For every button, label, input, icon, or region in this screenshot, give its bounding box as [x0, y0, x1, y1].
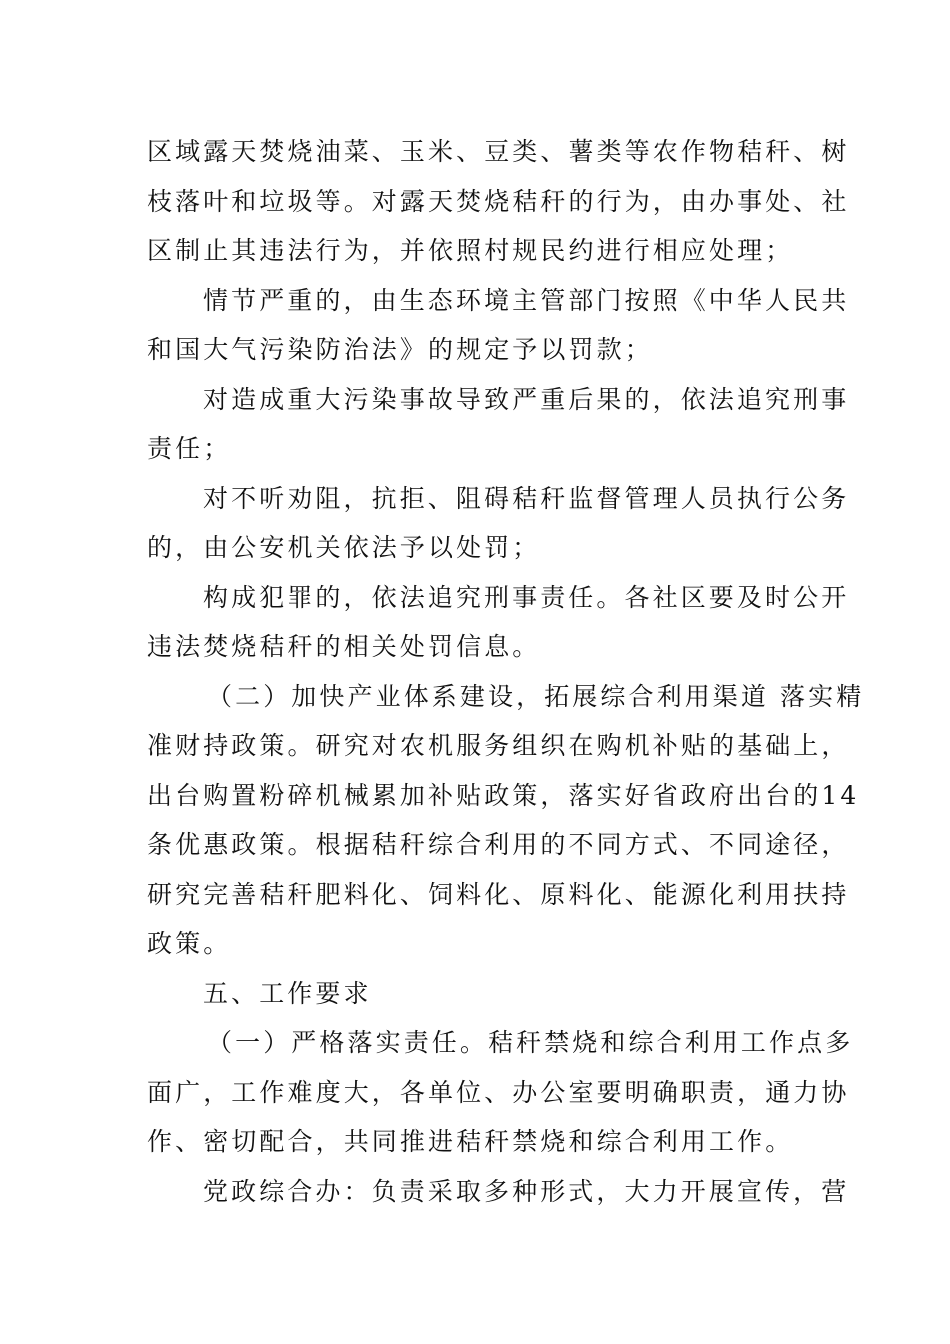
text-line: 违法焚烧秸秆的相关处罚信息。	[147, 632, 541, 661]
paragraph-responsibility	[147, 1018, 854, 1167]
text-line: 枝落叶和垃圾等。对露天焚烧秸秆的行为，由办事处、社	[147, 186, 850, 216]
text-line: 条优惠政策。根据秸秆综合利用的不同方式、不同途径，	[147, 830, 850, 859]
text-line: 出台购置粉碎机械累加补贴政策，落实好省政府出台的14	[147, 780, 860, 810]
text-line: 情节严重的，由生态环境主管部门按照《中华人民共	[203, 285, 850, 315]
text-line: 构成犯罪的，依法追究刑事责任。各社区要及时公开	[203, 582, 850, 612]
text-line: 区域露天焚烧油菜、玉米、豆类、薯类等农作物秸秆、树	[147, 137, 850, 166]
text-line: （二）加快产业体系建设，拓展综合利用渠道 落实精	[207, 681, 865, 711]
text-line: 对造成重大污染事故导致严重后果的，依法追究刑事	[203, 384, 850, 414]
text-line: （一）严格落实责任。秸秆禁烧和综合利用工作点多	[207, 1028, 854, 1057]
paragraph-major-pollution	[147, 375, 850, 474]
document-body	[147, 127, 865, 1216]
text-line: 研究完善秸秆肥料化、饲料化、原料化、能源化利用扶持	[147, 879, 850, 909]
paragraph-obstruction	[147, 474, 850, 573]
text-line: 区制止其违法行为，并依照村规民约进行相应处理；	[147, 236, 794, 265]
text-line: 的，由公安机关依法予以处罚；	[147, 533, 541, 562]
text-line: 准财持政策。研究对农机服务组织在购机补贴的基础上，	[147, 731, 850, 760]
text-line: 作、密切配合，共同推进秸秆禁烧和综合利用工作。	[147, 1127, 794, 1156]
text-line: 党政综合办：负责采取多种形式，大力开展宣传，营	[203, 1176, 850, 1206]
paragraph-crime	[147, 573, 850, 672]
text-line: 面广，工作难度大，各单位、办公室要明确职责，通力协	[147, 1077, 850, 1107]
text-line: 和国大气污染防治法》的规定予以罚款；	[147, 335, 653, 364]
text-line: 责任；	[147, 434, 232, 463]
text-line: 政策。	[147, 929, 232, 958]
section-heading-work-requirements	[147, 969, 807, 1019]
paragraph-party-office	[147, 1167, 850, 1217]
paragraph-open-burning-scope	[147, 127, 850, 276]
text-line: 五、工作要求	[203, 978, 372, 1008]
paragraph-serious-case	[147, 276, 850, 375]
text-line: 对不听劝阻，抗拒、阻碍秸秆监督管理人员执行公务	[203, 483, 850, 513]
paragraph-industry-system	[147, 672, 865, 969]
